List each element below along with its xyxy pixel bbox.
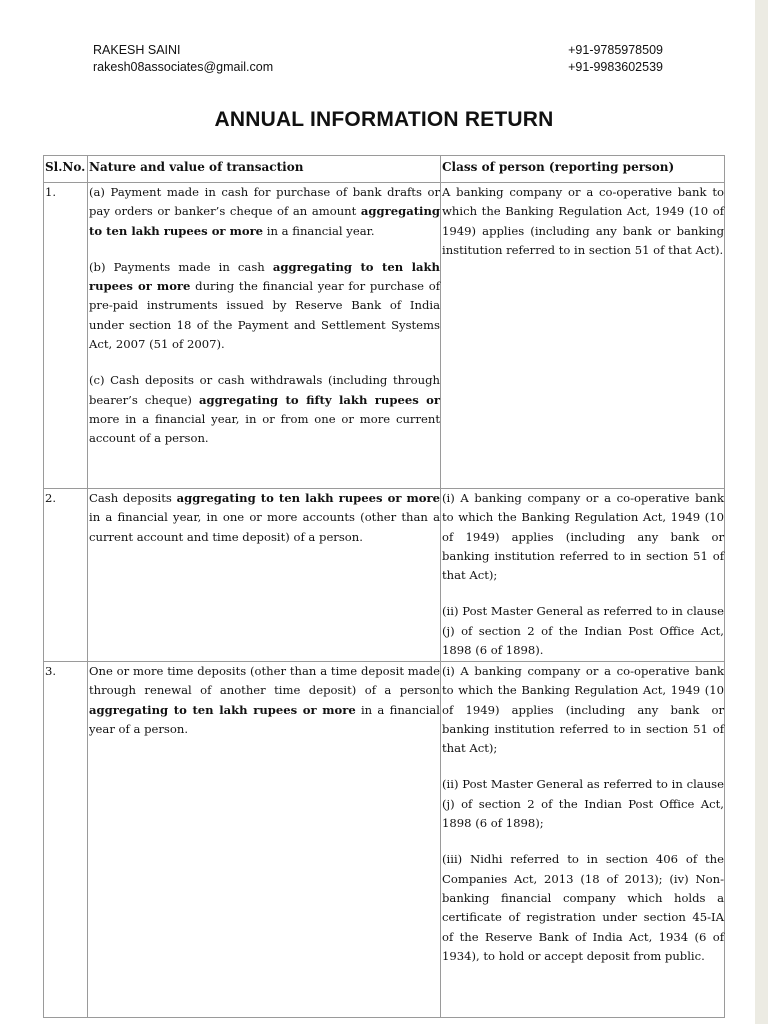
nature-paragraph: Cash deposits aggregating to ten lakh rupees or more in a financial year, in one or more accounts (other than a current account and time deposit) of a person. [89,491,440,544]
header-nature: Nature and value of transaction [88,156,441,183]
class-paragraph: (i) A banking company or a co-operative bank to which the Banking Regulation Act, 1949 (10 of 1949) applies (including any bank or banking institution referred to in section 51 of that Act); [442,664,724,756]
contact-name: RAKESH SAINI [93,43,181,57]
nature-paragraph: (b) Payments made in cash aggregating to ten lakh rupees or more during the financial year for purchase of pre-paid instruments issued by Reserve Bank of India under section 18 of the Payment and Settlement Systems Act, 2007 (51 of 2007). [89,259,440,352]
page-title: ANNUAL INFORMATION RETURN [214,108,554,131]
sl-no-cell: 3. [44,662,88,1018]
sl-no-cell: 1. [44,183,88,489]
nature-paragraph: (c) Cash deposits or cash withdrawals (including through bearer’s cheque) aggregating to fifty lakh rupees or more in a financial year, in or from one or more current account of a person. [89,373,440,446]
table-row [44,489,725,662]
nature-cell [88,489,441,662]
class-paragraph: (ii) Post Master General as referred to in clause (j) of section 2 of the Indian Post Office Act, 1898 (6 of 1898). [442,604,724,658]
header-sl-no: Sl.No. [44,156,88,183]
table-header-row [44,156,725,183]
table-row [44,662,725,1018]
nature-cell [88,662,441,1018]
class-paragraph: (i) A banking company or a co-operative bank to which the Banking Regulation Act, 1949 (10 of 1949) applies (including any bank or banking institution referred to in section 51 of that Act); [442,491,724,583]
table-row [44,183,725,489]
class-cell [441,662,725,1018]
header-class: Class of person (reporting person) [441,156,725,183]
nature-cell [88,183,441,489]
sl-no-cell: 2. [44,489,88,662]
nature-paragraph: (a) Payment made in cash for purchase of bank drafts or pay orders or banker’s cheque of an amount aggregating to ten lakh rupees or more in a financial year. [89,185,440,238]
transactions-table [43,155,725,1018]
class-paragraph: A banking company or a co-operative bank to which the Banking Regulation Act, 1949 (10 of 1949) applies (including any bank or banking institution referred to in section 51 of that Act). [442,185,724,257]
nature-paragraph: One or more time deposits (other than a time deposit made through renewal of another time deposit) of a person aggregating to ten lakh rupees or more in a financial year of a person. [89,664,440,736]
class-cell [441,183,725,489]
contact-email: rakesh08associates@gmail.com [93,60,274,74]
class-cell [441,489,725,662]
class-paragraph: (iii) Nidhi referred to in section 406 of the Companies Act, 2013 (18 of 2013); (iv) Non-banking financial company which holds a certificate of registration under section 45-IA of the Reserve Bank of India Act, 1934 (6 of 1934), to hold or accept deposit from public. [442,852,724,963]
contact-phone-2: +91-9983602539 [568,60,663,74]
class-paragraph: (ii) Post Master General as referred to in clause (j) of section 2 of the Indian Post Office Act, 1898 (6 of 1898); [442,777,724,831]
contact-phone-1: +91-9785978509 [568,43,663,57]
